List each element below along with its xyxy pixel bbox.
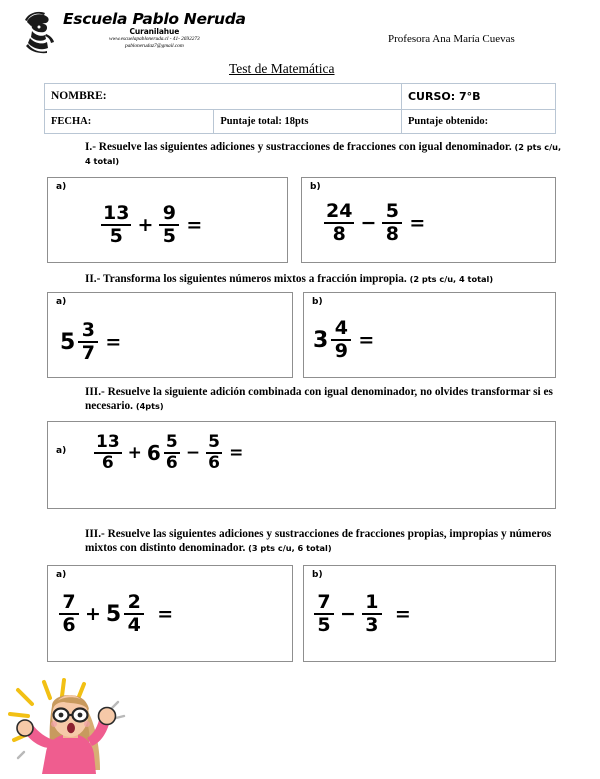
denominator: 5 (317, 614, 331, 636)
school-website: www.escuelapabloneruda.cl - 41- 2692273 (109, 36, 200, 42)
whole-number: 5 (60, 329, 76, 355)
denominator: 8 (332, 223, 346, 245)
nombre-field[interactable]: NOMBRE: (45, 84, 402, 110)
numerator: 3 (81, 319, 95, 341)
numerator: 1 (365, 591, 379, 613)
exercise-label: a) (56, 446, 67, 456)
denominator: 6 (101, 453, 114, 473)
table-row (45, 110, 556, 134)
equals-sign: = (358, 329, 375, 351)
equals-sign: = (157, 603, 174, 625)
denominator: 3 (365, 614, 379, 636)
page-title: Test de Matemática (229, 61, 335, 76)
exercise-label: a) (56, 297, 67, 307)
operator: − (340, 603, 356, 625)
puntaje-obtenido-field[interactable]: Puntaje obtenido: (401, 110, 555, 134)
fraction (59, 593, 79, 635)
numerator: 13 (96, 432, 120, 452)
operator: − (360, 212, 377, 234)
section-2-points: (2 pts c/u, 4 total) (409, 274, 494, 284)
math-expression-4b (313, 593, 411, 635)
mixed-number (106, 593, 145, 635)
whole-number: 5 (105, 601, 122, 627)
exercise-label: b) (312, 570, 323, 580)
school-city: Curanilahue (129, 27, 180, 36)
operator: + (137, 214, 154, 236)
fraction (101, 204, 131, 246)
exercise-box-2b[interactable] (303, 292, 556, 378)
cheering-girl-illustration (8, 678, 140, 774)
denominator: 5 (109, 225, 123, 247)
exercise-label: a) (56, 570, 67, 580)
math-expression-1a (100, 204, 202, 246)
denominator: 7 (81, 342, 95, 364)
section-1-points: (2 pts c/u, 4 total) (85, 142, 562, 166)
fraction (331, 319, 351, 361)
school-name: Escuela Pablo Neruda (63, 10, 246, 28)
math-expression-1b (323, 202, 425, 244)
exercise-label: b) (312, 297, 323, 307)
denominator: 8 (385, 223, 399, 245)
page-header (0, 0, 600, 76)
denominator: 6 (208, 453, 221, 473)
exercise-box-3a[interactable] (47, 421, 556, 509)
exercise-box-2a[interactable] (47, 292, 293, 378)
section-1-heading (85, 140, 563, 168)
equals-sign: = (105, 331, 122, 353)
fraction (124, 593, 144, 635)
fraction (94, 434, 122, 472)
exercise-box-4a[interactable] (47, 565, 293, 662)
denominator: 6 (62, 614, 76, 636)
numerator: 9 (162, 202, 176, 224)
fecha-field[interactable]: FECHA: (45, 110, 214, 134)
school-logo (22, 10, 246, 56)
equals-sign: = (229, 443, 244, 463)
fraction (164, 434, 180, 472)
curso-field: CURSO: 7°B (401, 84, 555, 110)
numerator: 5 (208, 432, 221, 452)
school-crest-icon (22, 10, 62, 54)
denominator: 6 (165, 453, 178, 473)
section-3-heading-text: III.- Resuelve la siguiente adición combinada con igual denominador, no olvides transformar si es necesario. (85, 386, 553, 412)
whole-number: 6 (146, 441, 161, 465)
section-4-points: (3 pts c/u, 6 total) (248, 543, 332, 553)
fraction (324, 202, 354, 244)
math-expression-2a (60, 321, 121, 363)
school-email: pablonerudaz7@gmail.com (124, 43, 184, 49)
section-1-heading-text: I.- Resuelve las siguientes adiciones y sustracciones de fracciones con igual denominador. (85, 141, 512, 153)
operator: + (85, 603, 101, 625)
section-4-heading-text: III.- Resuelve las siguientes adiciones y sustracciones de fracciones propias, impropias y números mixtos con distinto denominador. (85, 528, 552, 554)
equals-sign: = (394, 603, 411, 625)
math-expression-4a (58, 593, 173, 635)
section-4-heading (85, 527, 563, 555)
mixed-number (313, 319, 352, 361)
numerator: 2 (127, 591, 141, 613)
puntaje-total-field: Puntaje total: 18pts (214, 110, 402, 134)
mixed-number (147, 434, 181, 472)
math-expression-2b (313, 319, 374, 361)
denominator: 9 (334, 340, 348, 362)
table-row (45, 84, 556, 110)
teacher-name: Profesora Ana María Cuevas (388, 33, 515, 45)
exercise-box-1a[interactable] (47, 177, 288, 263)
numerator: 24 (326, 200, 353, 222)
exercise-box-1b[interactable] (301, 177, 556, 263)
fraction (314, 593, 334, 635)
equals-sign: = (409, 212, 426, 234)
math-expression-3a (93, 434, 243, 472)
numerator: 4 (334, 317, 348, 339)
numerator: 5 (165, 432, 178, 452)
exercise-box-4b[interactable] (303, 565, 556, 662)
fraction (78, 321, 98, 363)
numerator: 7 (62, 591, 76, 613)
exercise-label: b) (310, 182, 321, 192)
student-info-table (44, 83, 556, 134)
numerator: 5 (385, 200, 399, 222)
school-logo-text (63, 10, 246, 50)
section-2-heading-text: II.- Transforma los siguientes números mixtos a fracción impropia. (85, 273, 407, 285)
numerator: 7 (317, 591, 331, 613)
fraction (206, 434, 222, 472)
denominator: 5 (162, 225, 176, 247)
equals-sign: = (186, 214, 203, 236)
fraction (382, 202, 402, 244)
section-3-heading (85, 385, 563, 413)
operator: + (127, 443, 142, 463)
whole-number: 3 (313, 327, 329, 353)
mixed-number (60, 321, 99, 363)
exercise-label: a) (56, 182, 67, 192)
numerator: 13 (103, 202, 130, 224)
denominator: 4 (127, 614, 141, 636)
section-2-heading (85, 272, 563, 286)
fraction (362, 593, 382, 635)
section-3-points: (4pts) (135, 401, 164, 411)
fraction (159, 204, 179, 246)
operator: − (185, 443, 201, 463)
